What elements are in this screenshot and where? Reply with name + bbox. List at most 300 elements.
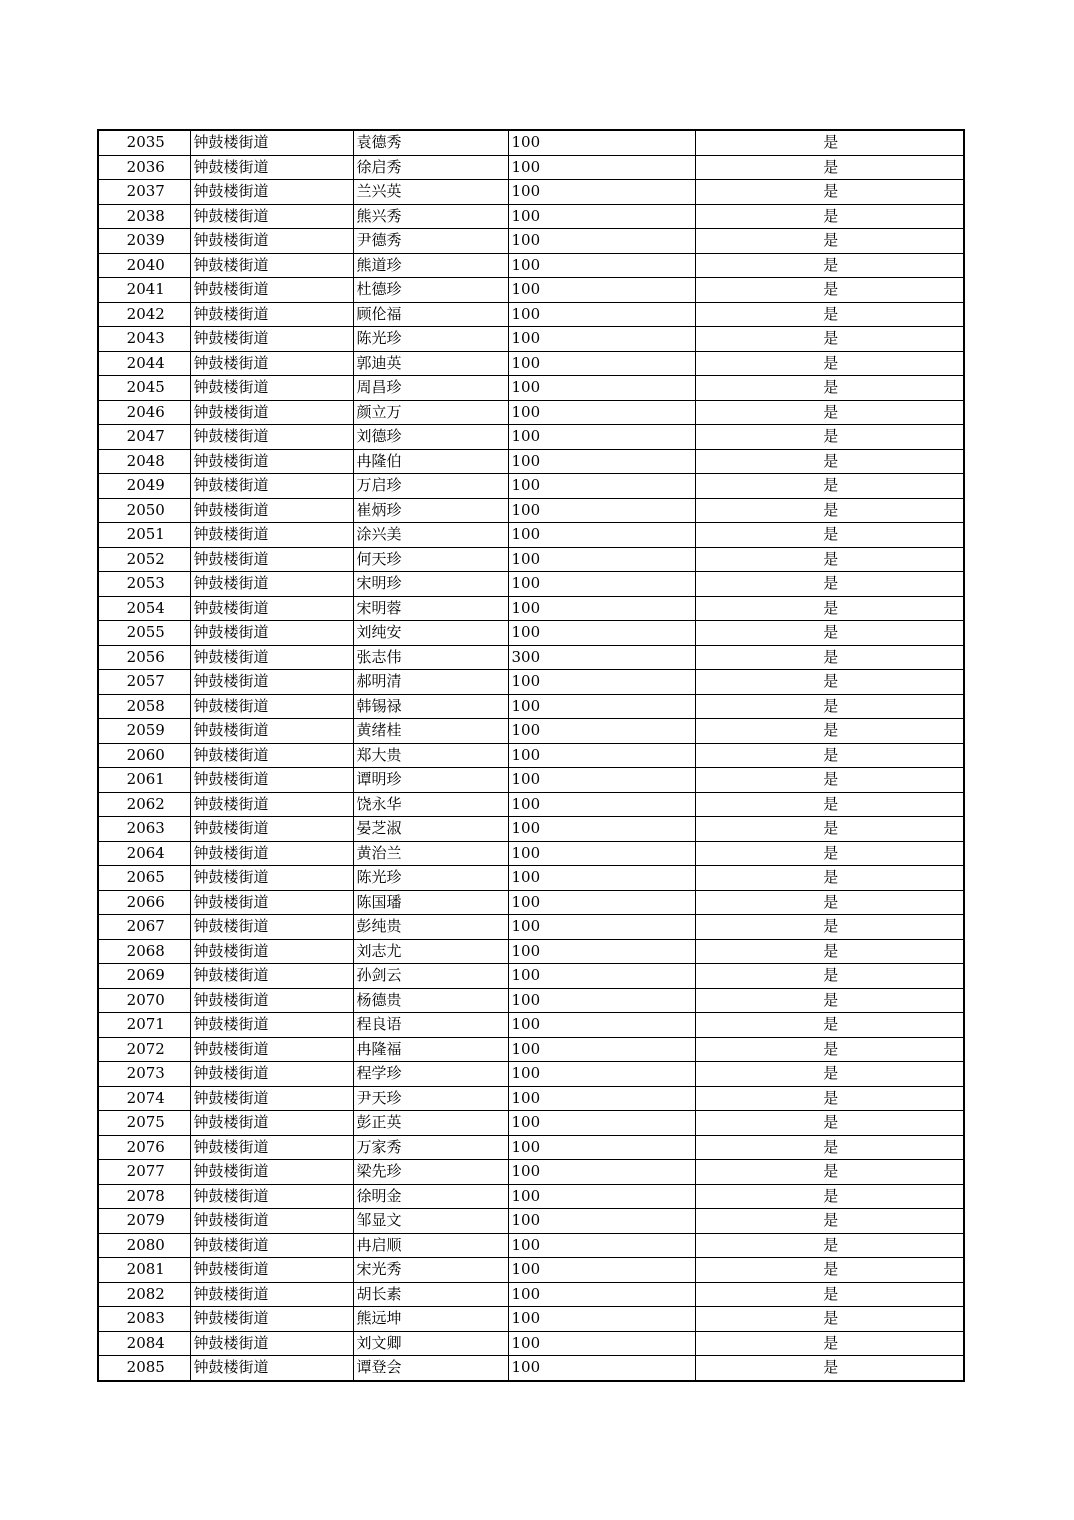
flag-cell: 是: [695, 645, 964, 670]
amount-cell: 100: [508, 327, 695, 352]
table-row: [98, 1037, 964, 1062]
street-cell: 钟鼓楼街道: [190, 1013, 353, 1038]
row-number-cell: 2037: [98, 180, 190, 205]
name-cell: 郭迪英: [353, 351, 508, 376]
flag-cell: 是: [695, 302, 964, 327]
street-cell: 钟鼓楼街道: [190, 572, 353, 597]
row-number-cell: 2035: [98, 130, 190, 155]
amount-cell: 100: [508, 1086, 695, 1111]
amount-cell: 100: [508, 204, 695, 229]
street-cell: 钟鼓楼街道: [190, 1160, 353, 1185]
flag-cell: 是: [695, 351, 964, 376]
row-number-cell: 2046: [98, 400, 190, 425]
flag-cell: 是: [695, 376, 964, 401]
row-number-cell: 2049: [98, 474, 190, 499]
table-row: [98, 866, 964, 891]
name-cell: 冉隆伯: [353, 449, 508, 474]
row-number-cell: 2071: [98, 1013, 190, 1038]
flag-cell: 是: [695, 719, 964, 744]
table-row: [98, 768, 964, 793]
street-cell: 钟鼓楼街道: [190, 1307, 353, 1332]
table-row: [98, 964, 964, 989]
name-cell: 谭明珍: [353, 768, 508, 793]
street-cell: 钟鼓楼街道: [190, 523, 353, 548]
amount-cell: 100: [508, 1356, 695, 1381]
name-cell: 梁先珍: [353, 1160, 508, 1185]
table-row: [98, 474, 964, 499]
name-cell: 饶永华: [353, 792, 508, 817]
row-number-cell: 2083: [98, 1307, 190, 1332]
row-number-cell: 2069: [98, 964, 190, 989]
street-cell: 钟鼓楼街道: [190, 1331, 353, 1356]
flag-cell: 是: [695, 866, 964, 891]
street-cell: 钟鼓楼街道: [190, 768, 353, 793]
row-number-cell: 2076: [98, 1135, 190, 1160]
row-number-cell: 2059: [98, 719, 190, 744]
name-cell: 万家秀: [353, 1135, 508, 1160]
name-cell: 万启珍: [353, 474, 508, 499]
amount-cell: 100: [508, 1258, 695, 1283]
table-row: [98, 130, 964, 155]
amount-cell: 100: [508, 498, 695, 523]
flag-cell: 是: [695, 670, 964, 695]
table-row: [98, 253, 964, 278]
table-row: [98, 376, 964, 401]
table-row: [98, 229, 964, 254]
street-cell: 钟鼓楼街道: [190, 376, 353, 401]
table-row: [98, 988, 964, 1013]
name-cell: 尹天珍: [353, 1086, 508, 1111]
table-row: [98, 1160, 964, 1185]
street-cell: 钟鼓楼街道: [190, 547, 353, 572]
street-cell: 钟鼓楼街道: [190, 694, 353, 719]
flag-cell: 是: [695, 1282, 964, 1307]
flag-cell: 是: [695, 1037, 964, 1062]
row-number-cell: 2043: [98, 327, 190, 352]
name-cell: 黄治兰: [353, 841, 508, 866]
flag-cell: 是: [695, 1160, 964, 1185]
table-row: [98, 743, 964, 768]
row-number-cell: 2042: [98, 302, 190, 327]
street-cell: 钟鼓楼街道: [190, 1111, 353, 1136]
flag-cell: 是: [695, 1111, 964, 1136]
name-cell: 张志伟: [353, 645, 508, 670]
flag-cell: 是: [695, 596, 964, 621]
name-cell: 程学珍: [353, 1062, 508, 1087]
flag-cell: 是: [695, 890, 964, 915]
flag-cell: 是: [695, 1356, 964, 1381]
name-cell: 宋光秀: [353, 1258, 508, 1283]
name-cell: 刘德珍: [353, 425, 508, 450]
row-number-cell: 2085: [98, 1356, 190, 1381]
name-cell: 郝明清: [353, 670, 508, 695]
name-cell: 徐启秀: [353, 155, 508, 180]
table-row: [98, 1282, 964, 1307]
row-number-cell: 2070: [98, 988, 190, 1013]
amount-cell: 100: [508, 155, 695, 180]
amount-cell: 100: [508, 817, 695, 842]
table-row: [98, 351, 964, 376]
row-number-cell: 2048: [98, 449, 190, 474]
amount-cell: 100: [508, 1111, 695, 1136]
name-cell: 冉启顺: [353, 1233, 508, 1258]
flag-cell: 是: [695, 1184, 964, 1209]
street-cell: 钟鼓楼街道: [190, 1258, 353, 1283]
table-row: [98, 1135, 964, 1160]
street-cell: 钟鼓楼街道: [190, 1356, 353, 1381]
amount-cell: 100: [508, 694, 695, 719]
row-number-cell: 2084: [98, 1331, 190, 1356]
street-cell: 钟鼓楼街道: [190, 596, 353, 621]
name-cell: 袁德秀: [353, 130, 508, 155]
table-row: [98, 817, 964, 842]
amount-cell: 100: [508, 1233, 695, 1258]
row-number-cell: 2050: [98, 498, 190, 523]
name-cell: 颜立万: [353, 400, 508, 425]
street-cell: 钟鼓楼街道: [190, 1282, 353, 1307]
street-cell: 钟鼓楼街道: [190, 915, 353, 940]
amount-cell: 100: [508, 866, 695, 891]
table-row: [98, 180, 964, 205]
name-cell: 顾伦福: [353, 302, 508, 327]
row-number-cell: 2053: [98, 572, 190, 597]
table-row: [98, 1258, 964, 1283]
street-cell: 钟鼓楼街道: [190, 1184, 353, 1209]
street-cell: 钟鼓楼街道: [190, 400, 353, 425]
table-row: [98, 449, 964, 474]
amount-cell: 300: [508, 645, 695, 670]
name-cell: 徐明金: [353, 1184, 508, 1209]
amount-cell: 100: [508, 743, 695, 768]
flag-cell: 是: [695, 1331, 964, 1356]
row-number-cell: 2074: [98, 1086, 190, 1111]
street-cell: 钟鼓楼街道: [190, 155, 353, 180]
row-number-cell: 2038: [98, 204, 190, 229]
amount-cell: 100: [508, 1209, 695, 1234]
name-cell: 涂兴美: [353, 523, 508, 548]
table-row: [98, 1111, 964, 1136]
table-row: [98, 792, 964, 817]
amount-cell: 100: [508, 1160, 695, 1185]
table-row: [98, 1013, 964, 1038]
amount-cell: 100: [508, 621, 695, 646]
row-number-cell: 2056: [98, 645, 190, 670]
street-cell: 钟鼓楼街道: [190, 890, 353, 915]
flag-cell: 是: [695, 547, 964, 572]
flag-cell: 是: [695, 743, 964, 768]
row-number-cell: 2066: [98, 890, 190, 915]
row-number-cell: 2039: [98, 229, 190, 254]
table-row: [98, 302, 964, 327]
flag-cell: 是: [695, 155, 964, 180]
street-cell: 钟鼓楼街道: [190, 425, 353, 450]
street-cell: 钟鼓楼街道: [190, 670, 353, 695]
amount-cell: 100: [508, 180, 695, 205]
amount-cell: 100: [508, 474, 695, 499]
street-cell: 钟鼓楼街道: [190, 498, 353, 523]
amount-cell: 100: [508, 547, 695, 572]
street-cell: 钟鼓楼街道: [190, 939, 353, 964]
name-cell: 陈光珍: [353, 866, 508, 891]
name-cell: 谭登会: [353, 1356, 508, 1381]
flag-cell: 是: [695, 1209, 964, 1234]
flag-cell: 是: [695, 792, 964, 817]
name-cell: 杜德珍: [353, 278, 508, 303]
row-number-cell: 2064: [98, 841, 190, 866]
row-number-cell: 2061: [98, 768, 190, 793]
table-row: [98, 719, 964, 744]
name-cell: 宋明蓉: [353, 596, 508, 621]
name-cell: 熊远坤: [353, 1307, 508, 1332]
street-cell: 钟鼓楼街道: [190, 841, 353, 866]
name-cell: 陈国璠: [353, 890, 508, 915]
amount-cell: 100: [508, 792, 695, 817]
table-row: [98, 1356, 964, 1381]
flag-cell: 是: [695, 229, 964, 254]
street-cell: 钟鼓楼街道: [190, 130, 353, 155]
amount-cell: 100: [508, 1062, 695, 1087]
table-row: [98, 278, 964, 303]
flag-cell: 是: [695, 841, 964, 866]
flag-cell: 是: [695, 768, 964, 793]
name-cell: 胡长素: [353, 1282, 508, 1307]
table-row: [98, 645, 964, 670]
amount-cell: 100: [508, 1184, 695, 1209]
flag-cell: 是: [695, 1062, 964, 1087]
amount-cell: 100: [508, 130, 695, 155]
name-cell: 尹德秀: [353, 229, 508, 254]
table-row: [98, 400, 964, 425]
name-cell: 晏芝淑: [353, 817, 508, 842]
row-number-cell: 2045: [98, 376, 190, 401]
table-row: [98, 572, 964, 597]
row-number-cell: 2036: [98, 155, 190, 180]
street-cell: 钟鼓楼街道: [190, 719, 353, 744]
flag-cell: 是: [695, 1135, 964, 1160]
amount-cell: 100: [508, 229, 695, 254]
table-row: [98, 1209, 964, 1234]
flag-cell: 是: [695, 425, 964, 450]
name-cell: 彭正英: [353, 1111, 508, 1136]
amount-cell: 100: [508, 425, 695, 450]
street-cell: 钟鼓楼街道: [190, 792, 353, 817]
street-cell: 钟鼓楼街道: [190, 1135, 353, 1160]
amount-cell: 100: [508, 400, 695, 425]
flag-cell: 是: [695, 939, 964, 964]
street-cell: 钟鼓楼街道: [190, 1233, 353, 1258]
name-cell: 崔炳珍: [353, 498, 508, 523]
table-row: [98, 327, 964, 352]
flag-cell: 是: [695, 498, 964, 523]
table-row: [98, 890, 964, 915]
amount-cell: 100: [508, 351, 695, 376]
flag-cell: 是: [695, 327, 964, 352]
name-cell: 孙剑云: [353, 964, 508, 989]
row-number-cell: 2047: [98, 425, 190, 450]
table-row: [98, 670, 964, 695]
table-row: [98, 694, 964, 719]
flag-cell: 是: [695, 278, 964, 303]
name-cell: 熊兴秀: [353, 204, 508, 229]
street-cell: 钟鼓楼街道: [190, 302, 353, 327]
row-number-cell: 2068: [98, 939, 190, 964]
table-row: [98, 596, 964, 621]
street-cell: 钟鼓楼街道: [190, 351, 353, 376]
amount-cell: 100: [508, 1135, 695, 1160]
amount-cell: 100: [508, 253, 695, 278]
flag-cell: 是: [695, 988, 964, 1013]
flag-cell: 是: [695, 621, 964, 646]
street-cell: 钟鼓楼街道: [190, 988, 353, 1013]
name-cell: 韩锡禄: [353, 694, 508, 719]
table-row: [98, 1307, 964, 1332]
amount-cell: 100: [508, 964, 695, 989]
street-cell: 钟鼓楼街道: [190, 327, 353, 352]
row-number-cell: 2075: [98, 1111, 190, 1136]
table-row: [98, 204, 964, 229]
row-number-cell: 2072: [98, 1037, 190, 1062]
amount-cell: 100: [508, 302, 695, 327]
table-row: [98, 1331, 964, 1356]
flag-cell: 是: [695, 204, 964, 229]
name-cell: 刘志尤: [353, 939, 508, 964]
street-cell: 钟鼓楼街道: [190, 253, 353, 278]
amount-cell: 100: [508, 449, 695, 474]
row-number-cell: 2063: [98, 817, 190, 842]
street-cell: 钟鼓楼街道: [190, 278, 353, 303]
table-row: [98, 939, 964, 964]
name-cell: 兰兴英: [353, 180, 508, 205]
table-row: [98, 547, 964, 572]
amount-cell: 100: [508, 1013, 695, 1038]
street-cell: 钟鼓楼街道: [190, 1062, 353, 1087]
row-number-cell: 2073: [98, 1062, 190, 1087]
name-cell: 宋明珍: [353, 572, 508, 597]
amount-cell: 100: [508, 1331, 695, 1356]
table-row: [98, 1062, 964, 1087]
row-number-cell: 2051: [98, 523, 190, 548]
amount-cell: 100: [508, 939, 695, 964]
flag-cell: 是: [695, 449, 964, 474]
street-cell: 钟鼓楼街道: [190, 743, 353, 768]
street-cell: 钟鼓楼街道: [190, 1037, 353, 1062]
row-number-cell: 2052: [98, 547, 190, 572]
name-cell: 周昌珍: [353, 376, 508, 401]
amount-cell: 100: [508, 890, 695, 915]
street-cell: 钟鼓楼街道: [190, 204, 353, 229]
name-cell: 熊道珍: [353, 253, 508, 278]
flag-cell: 是: [695, 130, 964, 155]
table-row: [98, 155, 964, 180]
name-cell: 邹显文: [353, 1209, 508, 1234]
table-row: [98, 1233, 964, 1258]
amount-cell: 100: [508, 988, 695, 1013]
name-cell: 陈光珍: [353, 327, 508, 352]
flag-cell: 是: [695, 1258, 964, 1283]
amount-cell: 100: [508, 572, 695, 597]
amount-cell: 100: [508, 278, 695, 303]
table-row: [98, 1184, 964, 1209]
street-cell: 钟鼓楼街道: [190, 229, 353, 254]
row-number-cell: 2041: [98, 278, 190, 303]
amount-cell: 100: [508, 719, 695, 744]
street-cell: 钟鼓楼街道: [190, 866, 353, 891]
name-cell: 冉隆福: [353, 1037, 508, 1062]
street-cell: 钟鼓楼街道: [190, 645, 353, 670]
flag-cell: 是: [695, 572, 964, 597]
name-cell: 程良语: [353, 1013, 508, 1038]
flag-cell: 是: [695, 1307, 964, 1332]
street-cell: 钟鼓楼街道: [190, 449, 353, 474]
amount-cell: 100: [508, 1037, 695, 1062]
table-row: [98, 915, 964, 940]
row-number-cell: 2060: [98, 743, 190, 768]
table-row: [98, 498, 964, 523]
row-number-cell: 2078: [98, 1184, 190, 1209]
name-cell: 郑大贵: [353, 743, 508, 768]
row-number-cell: 2058: [98, 694, 190, 719]
row-number-cell: 2062: [98, 792, 190, 817]
flag-cell: 是: [695, 180, 964, 205]
flag-cell: 是: [695, 1233, 964, 1258]
flag-cell: 是: [695, 400, 964, 425]
row-number-cell: 2065: [98, 866, 190, 891]
row-number-cell: 2044: [98, 351, 190, 376]
street-cell: 钟鼓楼街道: [190, 1086, 353, 1111]
amount-cell: 100: [508, 768, 695, 793]
row-number-cell: 2082: [98, 1282, 190, 1307]
flag-cell: 是: [695, 523, 964, 548]
table-body: [98, 130, 964, 1381]
street-cell: 钟鼓楼街道: [190, 621, 353, 646]
table-row: [98, 1086, 964, 1111]
amount-cell: 100: [508, 841, 695, 866]
amount-cell: 100: [508, 670, 695, 695]
name-cell: 刘纯安: [353, 621, 508, 646]
street-cell: 钟鼓楼街道: [190, 817, 353, 842]
row-number-cell: 2081: [98, 1258, 190, 1283]
street-cell: 钟鼓楼街道: [190, 180, 353, 205]
row-number-cell: 2067: [98, 915, 190, 940]
flag-cell: 是: [695, 817, 964, 842]
name-cell: 刘文卿: [353, 1331, 508, 1356]
street-cell: 钟鼓楼街道: [190, 964, 353, 989]
row-number-cell: 2077: [98, 1160, 190, 1185]
street-cell: 钟鼓楼街道: [190, 1209, 353, 1234]
flag-cell: 是: [695, 1013, 964, 1038]
name-cell: 何天珍: [353, 547, 508, 572]
row-number-cell: 2057: [98, 670, 190, 695]
row-number-cell: 2080: [98, 1233, 190, 1258]
row-number-cell: 2054: [98, 596, 190, 621]
name-cell: 杨德贵: [353, 988, 508, 1013]
amount-cell: 100: [508, 1307, 695, 1332]
flag-cell: 是: [695, 1086, 964, 1111]
table-row: [98, 425, 964, 450]
street-cell: 钟鼓楼街道: [190, 474, 353, 499]
amount-cell: 100: [508, 1282, 695, 1307]
flag-cell: 是: [695, 964, 964, 989]
table-row: [98, 523, 964, 548]
amount-cell: 100: [508, 376, 695, 401]
flag-cell: 是: [695, 253, 964, 278]
row-number-cell: 2040: [98, 253, 190, 278]
name-cell: 彭纯贵: [353, 915, 508, 940]
data-table: [97, 129, 965, 1382]
amount-cell: 100: [508, 523, 695, 548]
table-row: [98, 621, 964, 646]
row-number-cell: 2079: [98, 1209, 190, 1234]
